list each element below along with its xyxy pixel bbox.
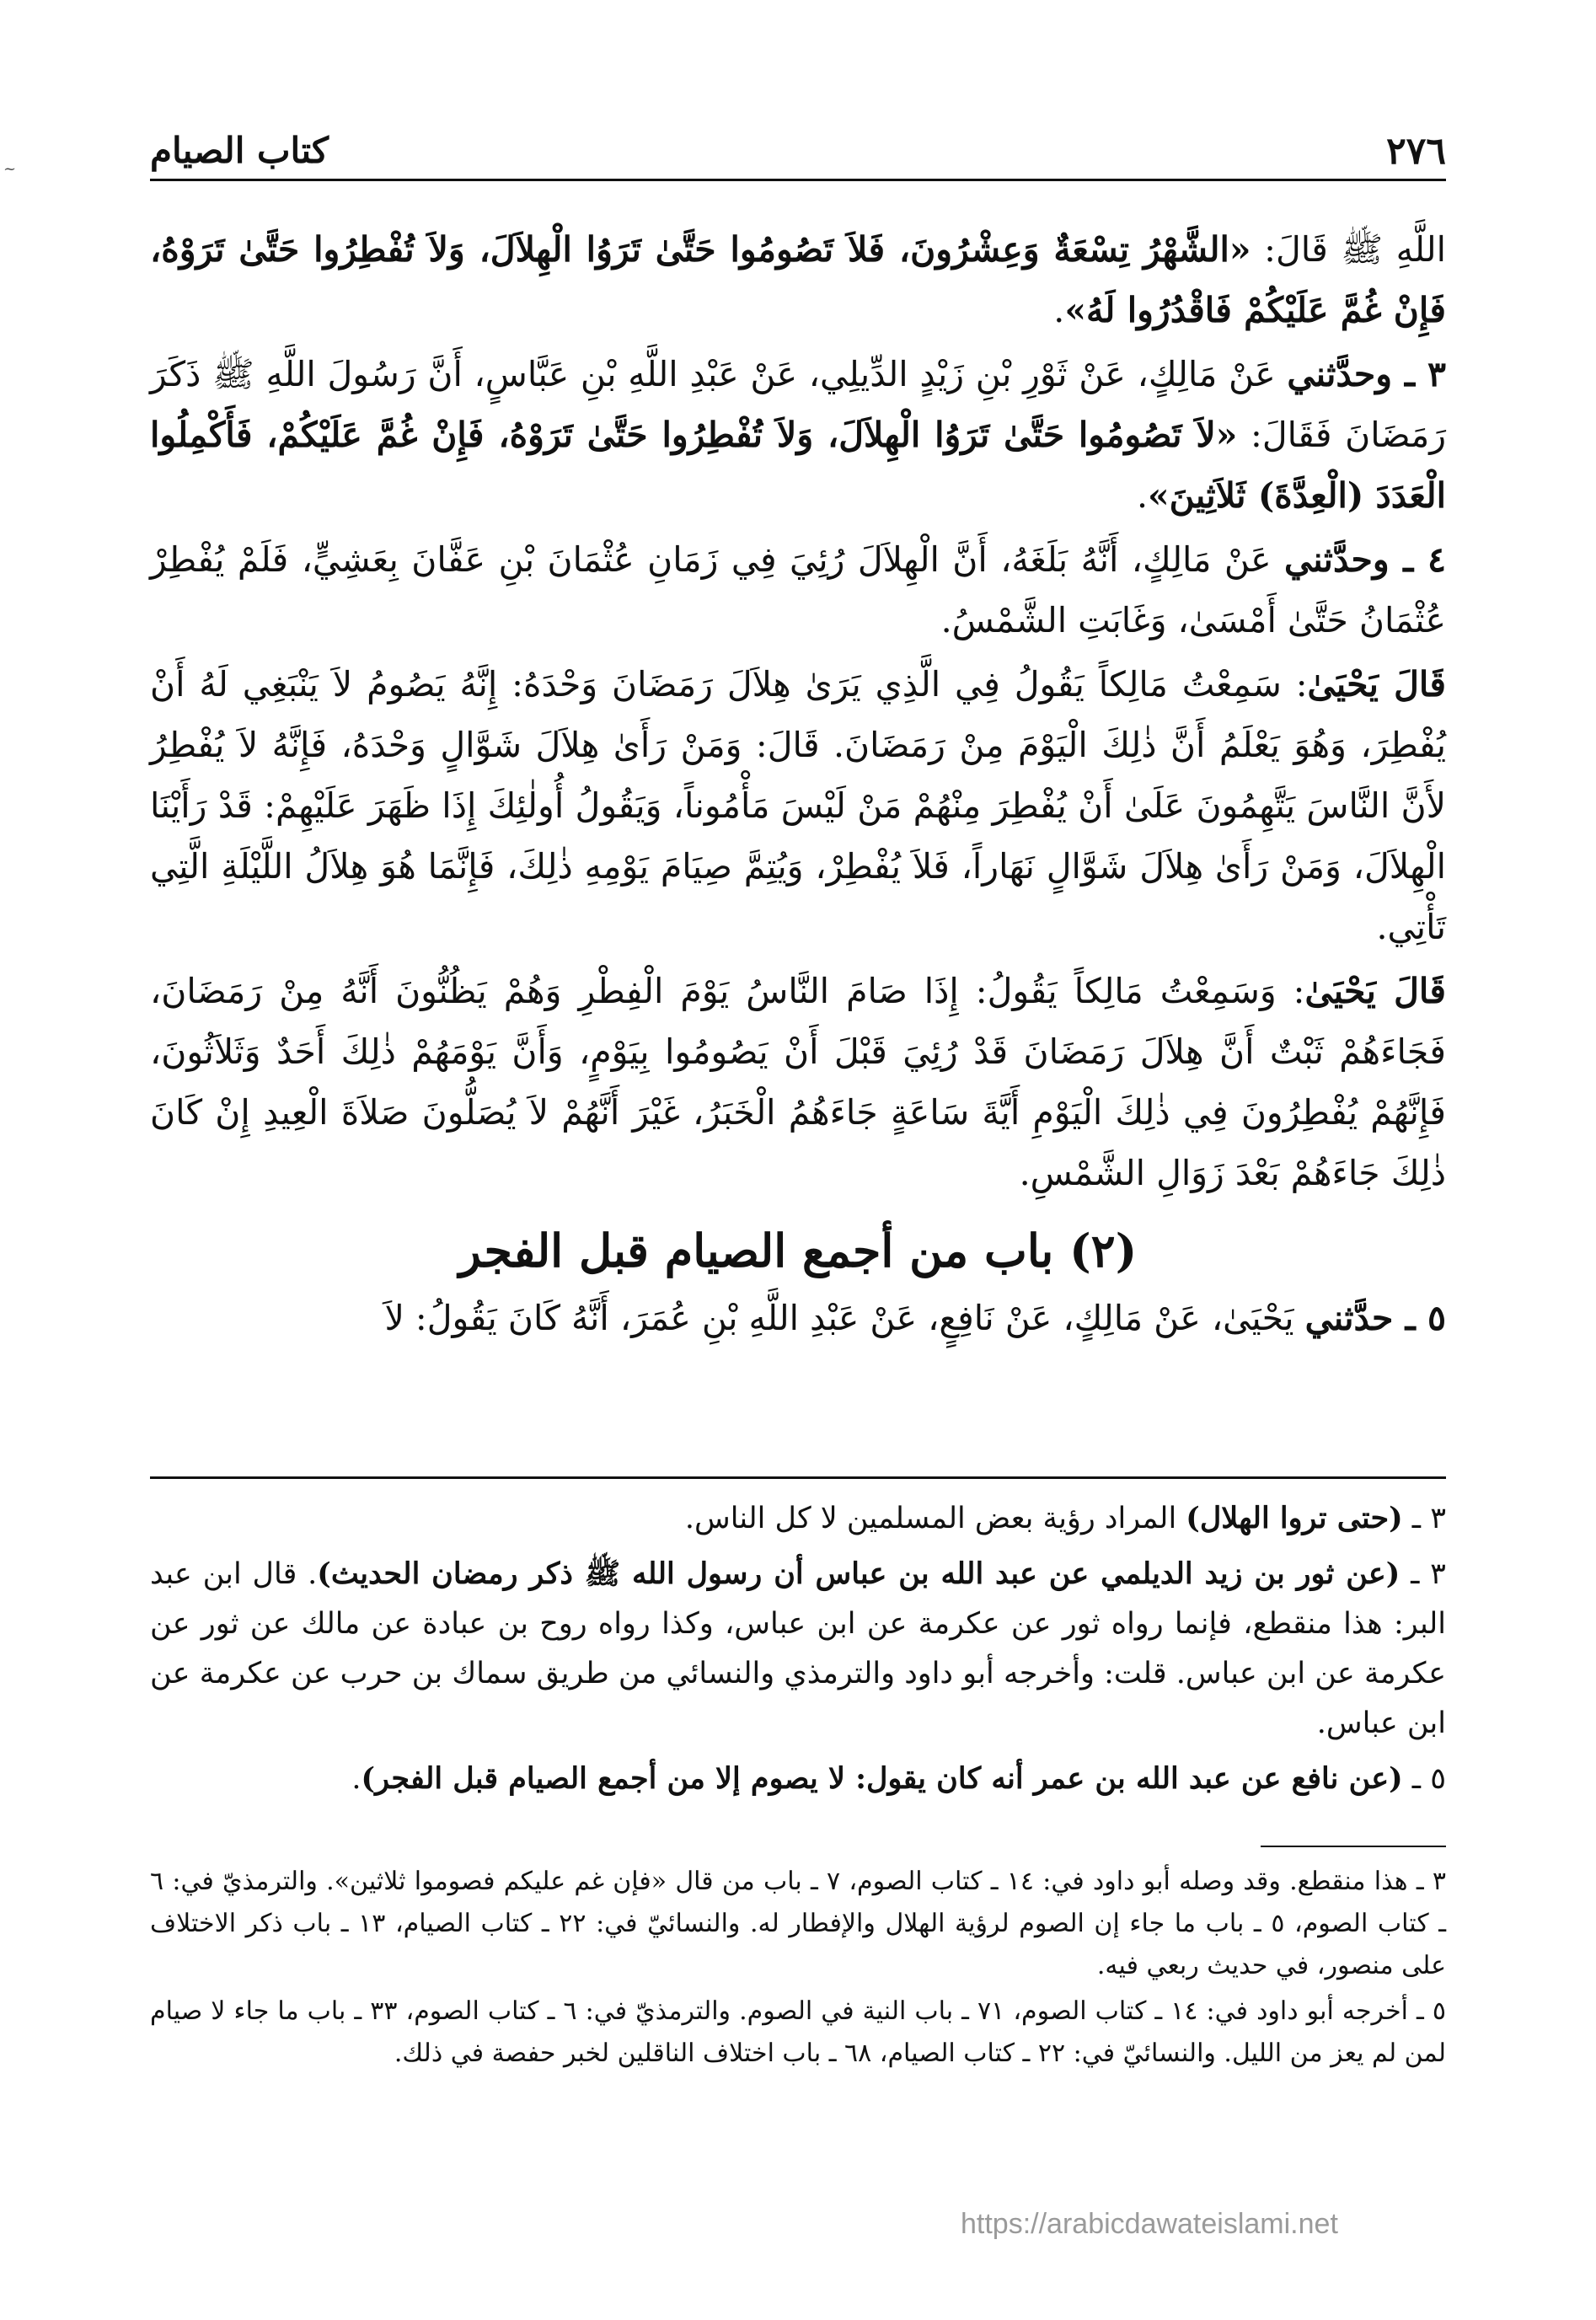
book-title: كتاب الصيام (150, 130, 329, 171)
footnote-references (150, 1861, 1446, 2078)
footnote-item: ٣ ـ هذا منقطع. وقد وصله أبو داود في: ١٤ ـ كتاب الصوم، ٧ ـ باب من قال «فإن غم عليكم فصوموا ثلاثين». والترمذيّ في: ٦ ـ كتاب الصوم، ٥ ـ باب ما جاء إن الصوم لرؤية الهلال والإفطار له. والنسائيّ في: ٢٢ ـ كتاب الصيام، ١٣ ـ باب ذكر الاختلاف على منصور، في حديث ربعي فيه. (150, 1867, 1447, 1980)
note-quote: (عن نافع عن عبد الله بن عمر أنه كان يقول: لا يصوم إلا من أجمع الصيام قبل الفجر) (361, 1761, 1403, 1796)
hadith-chain: عَنْ مَالِكٍ، عَنْ ثَوْرِ بْنِ زَيْدٍ الدِّيلِي، عَنْ عَبْدِ اللَّهِ بْنِ عَبَّاسٍ، أَنَّ رَسُولَ اللَّهِ ﷺ ذَكَرَ رَمَضَانَ فَقَالَ: (150, 354, 1447, 455)
note-item (150, 1549, 1446, 1749)
site-watermark: https://arabicdawateislami.net (961, 2208, 1338, 2240)
paragraph-end: . (1053, 290, 1065, 330)
main-text (150, 219, 1446, 1352)
note-item (150, 1493, 1446, 1544)
paragraph-lead: اللَّهِ ﷺ قَالَ: (1251, 229, 1447, 270)
note-number: ٥ ـ (1402, 1762, 1446, 1796)
main-divider (150, 1476, 1446, 1479)
yahya-paragraph-2 (150, 961, 1446, 1203)
paragraph-text: : سَمِعْتُ مَالِكاً يَقُولُ فِي الَّذِي يَرَىٰ هِلاَلَ رَمَضَانَ وَحْدَهُ: إِنَّهُ يَصُومُ لاَ يَنْبَغِي لَهُ أَنْ يُفْطِرَ، وَهُوَ يَعْلَمُ أَنَّ ذٰلِكَ الْيَوْمَ مِنْ رَمَضَانَ. قَالَ: وَمَنْ رَأَىٰ هِلاَلَ شَوَّالٍ وَحْدَهُ، فَإِنَّهُ لاَ يُفْطِرُ لأَنَّ النَّاسَ يَتَّهِمُونَ عَلَىٰ أَنْ يُفْطِرَ مِنْهُمْ مَنْ لَيْسَ مَأْمُوناً، وَيَقُولُ أُولٰئِكَ إِذَا ظَهَرَ عَلَيْهِمْ: قَدْ رَأَيْنَا الْهِلاَلَ، وَمَنْ رَأَىٰ هِلاَلَ شَوَّالٍ نَهَاراً، فَلاَ يُفْطِرْ، وَيُتِمَّ صِيَامَ يَوْمِهِ ذٰلِكَ، فَإِنَّمَا هُوَ هِلاَلُ اللَّيْلَةِ الَّتِي تَأْتِي. (150, 664, 1446, 947)
hadith-paragraph-3 (150, 344, 1446, 526)
hadith-paragraph-5 (150, 1288, 1446, 1348)
paragraph-text: : وَسَمِعْتُ مَالِكاً يَقُولُ: إِذَا صَامَ النَّاسُ يَوْمَ الْفِطْرِ وَهُمْ يَظُنُّونَ أَنَّهُ مِنْ رَمَضَانَ، فَجَاءَهُمْ ثَبْتٌ أَنَّ هِلاَلَ رَمَضَانَ قَدْ رُئِيَ قَبْلَ أَنْ يَصُومُوا بِيَوْمٍ، وَأَنَّ يَوْمَهُمْ ذٰلِكَ أَحَدٌ وَثَلاَثُونَ، فَإِنَّهُمْ يُفْطِرُونَ فِي ذٰلِكَ الْيَوْمِ أَيَّةَ سَاعَةٍ جَاءَهُمُ الْخَبَرُ، غَيْرَ أَنَّهُمْ لاَ يُصَلُّونَ صَلاَةَ الْعِيدِ إِنْ كَانَ ذٰلِكَ جَاءَهُمْ بَعْدَ زَوَالِ الشَّمْسِ. (150, 971, 1446, 1193)
hadith-quote: «الشَّهْرُ تِسْعَةٌ وَعِشْرُونَ، فَلاَ تَصُومُوا حَتَّىٰ تَرَوُا الْهِلاَلَ، وَلاَ تُفْطِرُوا حَتَّىٰ تَرَوْهُ، فَإِنْ غُمَّ عَلَيْكُمْ فَاقْدُرُوا لَهُ» (150, 229, 1446, 330)
speaker-lead: قَالَ يَحْيَىٰ (1307, 664, 1446, 705)
hadith-quote: «لاَ تَصُومُوا حَتَّىٰ تَرَوُا الْهِلاَلَ، وَلاَ تُفْطِرُوا حَتَّىٰ تَرَوْهُ، فَإِنْ غُمَّ عَلَيْكُمْ، فَأَكْمِلُوا الْعَدَدَ (الْعِدَّةَ) ثَلاَثِينَ» (150, 415, 1446, 516)
commentary-notes (150, 1493, 1446, 1809)
hadith-number-lead: ٤ ـ وحدَّثني (1284, 539, 1446, 580)
yahya-paragraph-1 (150, 654, 1446, 957)
speaker-lead: قَالَ يَحْيَىٰ (1304, 971, 1446, 1011)
page-edge-mark: ~ (3, 160, 17, 178)
chapter-title: (٢) باب من أجمع الصيام قبل الفجر (458, 1224, 1138, 1278)
note-text: . قال ابن عبد البر: هذا منقطع، فإنما رواه ثور عن عكرمة عن ابن عباس، وكذا رواه روح بن عبادة عن مالك عن ثور عن عكرمة عن ابن عباس. قلت: وأخرجه أبو داود والترمذي والنسائي من طريق سماك بن حرب عن عكرمة عن ابن عباس. (150, 1557, 1446, 1740)
note-text: المراد رؤية بعض المسلمين لا كل الناس. (684, 1502, 1186, 1535)
footnote-item: ٥ ـ أخرجه أبو داود في: ١٤ ـ كتاب الصوم، ٧١ ـ باب النية في الصوم. والترمذيّ في: ٦ ـ كتاب الصوم، ٣٣ ـ باب ما جاء لا صيام لمن لم يعز من الليل. والنسائيّ في: ٢٢ ـ كتاب الصيام، ٦٨ ـ باب اختلاف الناقلين لخبر حفصة في ذلك. (150, 1996, 1447, 2068)
note-number: ٣ ـ (1402, 1502, 1446, 1535)
book-page (150, 0, 1446, 2320)
hadith-text: عَنْ مَالِكٍ، أَنَّهُ بَلَغَهُ، أَنَّ الْهِلاَلَ رُئِيَ فِي زَمَانِ عُثْمَانَ بْنِ عَفَّانَ بِعَشِيٍّ، فَلَمْ يُفْطِرْ عُثْمَانُ حَتَّىٰ أَمْسَىٰ، وَغَابَتِ الشَّمْسُ. (150, 539, 1446, 640)
note-quote: (عن ثور بن زيد الديلمي عن عبد الله بن عباس أن رسول الله ﷺ ذكر رمضان الحديث) (317, 1556, 1401, 1591)
note-text: . (351, 1762, 362, 1796)
hadith-paragraph-2-continued (150, 219, 1446, 340)
paragraph-end: . (1137, 475, 1149, 516)
page-header (150, 126, 1446, 181)
hadith-number-lead: ٥ ـ حدَّثني (1304, 1298, 1446, 1338)
footnote-divider (1261, 1846, 1446, 1847)
page-number: ٢٧٦ (1386, 130, 1446, 173)
note-item (150, 1754, 1446, 1804)
note-number: ٣ ـ (1400, 1557, 1446, 1591)
hadith-paragraph-4 (150, 529, 1446, 651)
hadith-chain: يَحْيَىٰ، عَنْ مَالِكٍ، عَنْ نَافِعٍ، عَنْ عَبْدِ اللَّهِ بْنِ عُمَرَ، أَنَّهُ كَانَ يَقُولُ: لاَ (384, 1298, 1305, 1338)
hadith-number-lead: ٣ ـ وحدَّثني (1287, 354, 1446, 394)
note-quote: (حتى تروا الهلال) (1186, 1501, 1403, 1535)
